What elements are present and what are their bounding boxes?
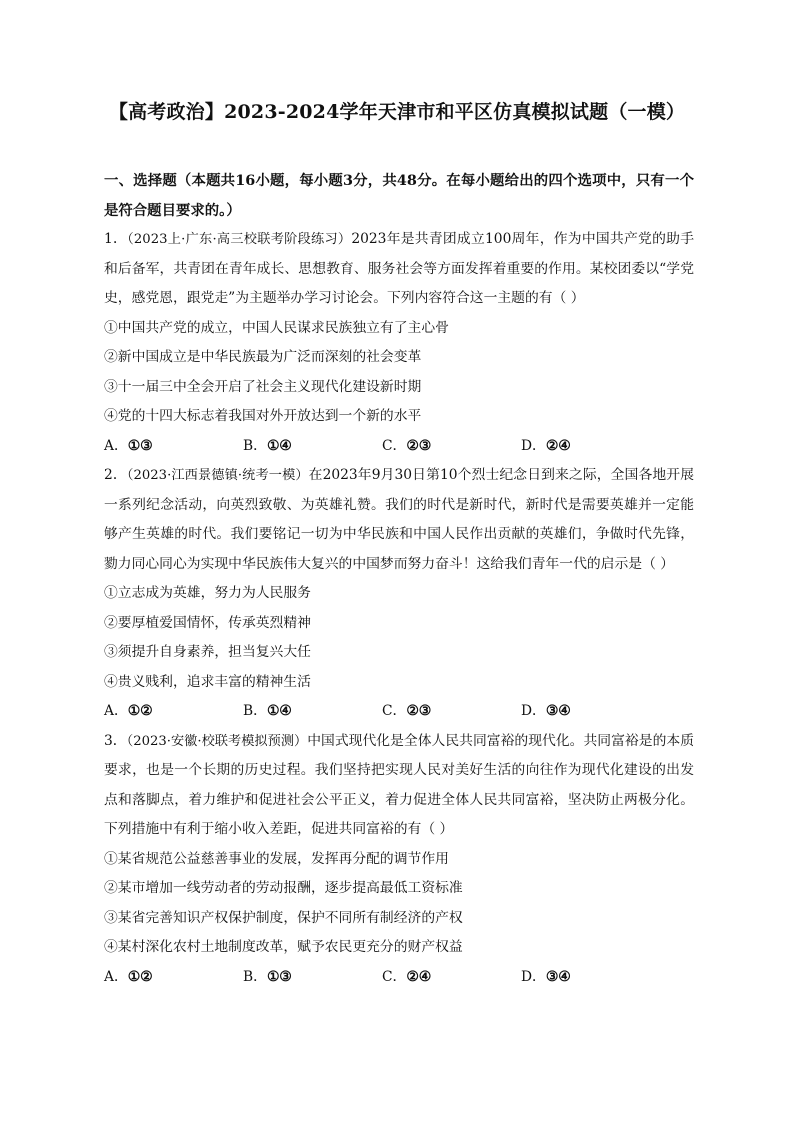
choice-a[interactable] — [104, 963, 243, 993]
question-source: （2023上·广东·高三校联考阶段练习） — [127, 232, 352, 247]
choice-d[interactable] — [521, 432, 660, 462]
question-3-stem — [104, 727, 694, 845]
question-number: 3． — [104, 732, 127, 749]
choice-value: ②③ — [406, 437, 432, 454]
choice-letter: B． — [243, 437, 267, 454]
choice-letter: D． — [521, 437, 546, 454]
statement-1: ①立志成为英雄，努力为人民服务 — [104, 585, 311, 601]
choice-value: ①② — [127, 703, 153, 719]
choice-letter: C． — [382, 703, 407, 719]
question-source: （2023·江西景德镇·统考一模） — [126, 468, 309, 483]
exam-title: 【高考政治】2023-2024学年天津市和平区仿真模拟试题（一模） — [108, 101, 686, 123]
choice-letter: A． — [104, 437, 128, 454]
question-text: 在2023年9月30日第10个烈士纪念日到来之际，全国各地开展一系列纪念活动，向英烈致敬、为英雄礼赞。我们的时代是新时代，新时代是需要英雄并一定能够产生英雄的时代。我们要铭记一切为中华民族和中国人民作出贡献的英雄们，争做时代先锋，勠力同心同心为实现中华民族伟大复兴的中国梦而努力奋斗！这给我们青年一代的启示是（ ） — [104, 467, 694, 572]
choice-value: ②④ — [406, 968, 432, 985]
question-source: （2023·安徽·校联考模拟预测） — [126, 733, 308, 749]
question-1-stem — [104, 225, 694, 314]
question-text: 2023年是共青团成立100周年，作为中国共产党的助手和后备军，共青团在青年成长、思想教育、服务社会等方面发挥着重要的作用。某校团委以“学党史，感党恩，跟党走”为主题举办学习讨论会。下列内容符合这一主题的有（ ） — [104, 231, 694, 306]
choice-letter: B． — [243, 968, 267, 985]
choice-letter: C． — [382, 437, 407, 454]
question-text: 中国式现代化是全体人民共同富裕的现代化。共同富裕是的本质要求，也是一个长期的历史过程。我们坚持把实现人民对美好生活的向往作为现代化建设的出发点和落脚点，着力维护和促进社会公平正义，着力促进全体人民共同富裕，坚决防止两极分化。下列措施中有利于缩小收入差距，促进共同富裕的有（ ） — [104, 732, 694, 837]
choice-b[interactable] — [243, 697, 382, 727]
choice-value: ①③ — [266, 968, 292, 985]
question-3 — [104, 727, 694, 993]
question-number: 2． — [104, 467, 127, 483]
section-heading: 一、选择题（本题共16小题，每小题3分，共48分。在每小题给出的四个选项中，只有一个是符合题目要求的。） — [104, 172, 694, 219]
answer-choices — [104, 963, 694, 993]
statement-1: ①中国共产党的成立，中国人民谋求民族独立有了主心骨 — [104, 319, 449, 336]
choice-d[interactable] — [521, 963, 660, 993]
question-number: 1． — [104, 231, 128, 247]
choice-value: ①④ — [266, 703, 292, 719]
choice-letter: D． — [521, 703, 546, 719]
statement-3: ③某省完善知识产权保护制度，保护不同所有制经济的产权 — [104, 909, 463, 926]
statement-4: ④党的十四大标志着我国对外开放达到一个新的水平 — [104, 408, 422, 424]
question-2 — [104, 461, 694, 727]
question-1 — [104, 225, 694, 461]
choice-c[interactable] — [382, 697, 521, 727]
choice-d[interactable] — [521, 697, 660, 727]
statement-4: ④某村深化农村土地制度改革，赋予农民更充分的财产权益 — [104, 939, 463, 955]
statement-4: ④贵义贱利，追求丰富的精神生活 — [104, 673, 311, 690]
choice-value: ③④ — [545, 968, 571, 985]
answer-choices — [104, 432, 694, 462]
choice-b[interactable] — [243, 963, 382, 993]
choice-value: ②③ — [406, 703, 432, 719]
choice-value: ①② — [127, 968, 153, 985]
choice-a[interactable] — [104, 697, 243, 727]
answer-choices — [104, 697, 694, 727]
choice-b[interactable] — [243, 432, 382, 462]
choice-letter: B． — [243, 703, 267, 719]
choice-letter: C． — [382, 968, 407, 985]
exam-content — [104, 166, 694, 992]
statement-2: ②要厚植爱国情怀，传承英烈精神 — [104, 614, 311, 631]
choice-c[interactable] — [382, 432, 521, 462]
choice-value: ①④ — [266, 437, 292, 454]
statement-3: ③须提升自身素养，担当复兴大任 — [104, 644, 311, 660]
choice-c[interactable] — [382, 963, 521, 993]
choice-letter: D． — [521, 968, 546, 985]
choice-value: ①③ — [127, 437, 153, 454]
choice-a[interactable] — [104, 432, 243, 462]
statement-2: ②某市增加一线劳动者的劳动报酬，逐步提高最低工资标准 — [104, 880, 463, 896]
statement-3: ③十一届三中全会开启了社会主义现代化建设新时期 — [104, 378, 422, 395]
choice-value: ③④ — [545, 703, 571, 719]
choice-letter: A． — [104, 968, 128, 985]
question-2-stem — [104, 461, 694, 579]
statement-2: ②新中国成立是中华民族最为广泛而深刻的社会变革 — [104, 349, 422, 365]
statement-1: ①某省规范公益慈善事业的发展，发挥再分配的调节作用 — [104, 850, 449, 867]
choice-letter: A． — [104, 703, 128, 719]
choice-value: ②④ — [545, 437, 571, 454]
